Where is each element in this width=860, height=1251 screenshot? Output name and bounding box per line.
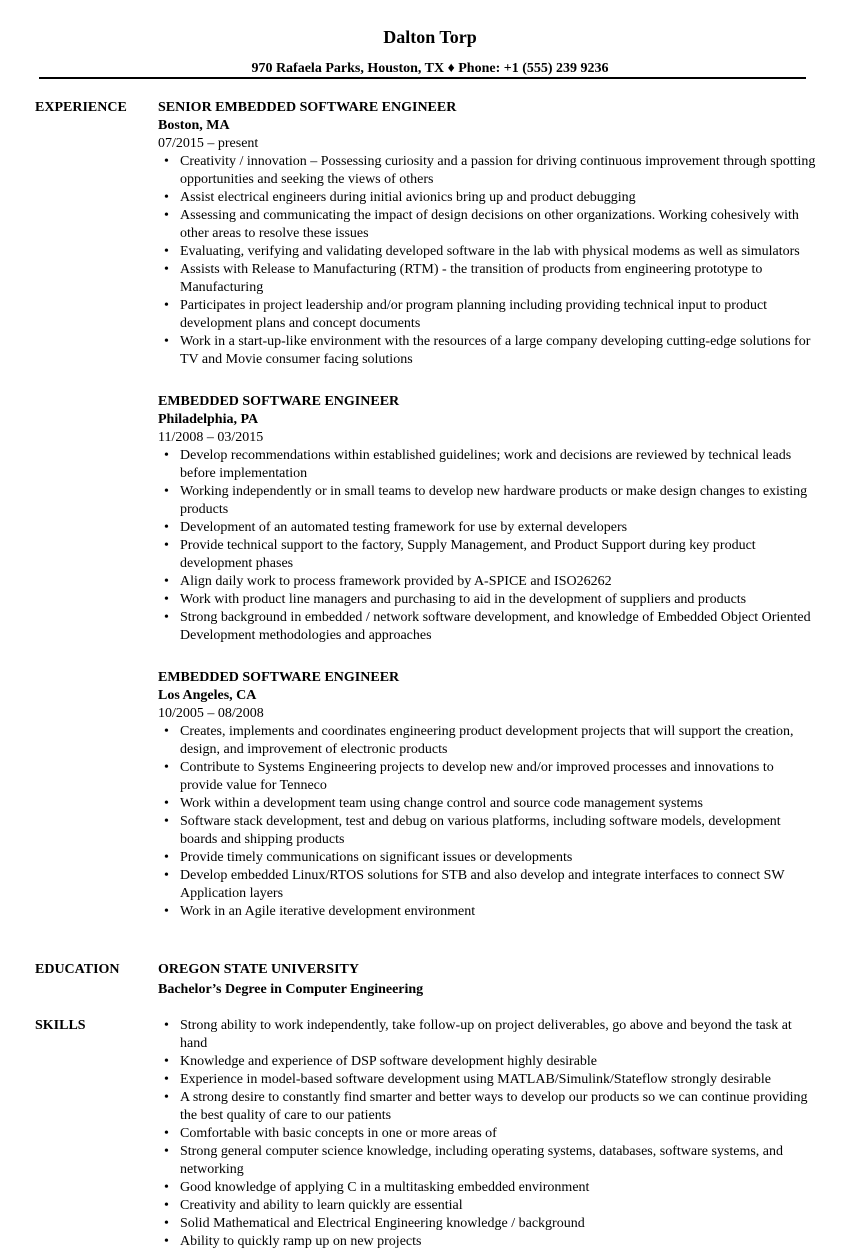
list-item: • Provide timely communications on significant issues or developments [158, 849, 818, 867]
header-divider [39, 77, 806, 79]
phone: Phone: +1 (555) 239 9236 [458, 61, 609, 76]
list-item: • Develop embedded Linux/RTOS solutions for STB and also develop and integrate interfaces to connect SW Application layers [158, 867, 818, 903]
job-bullets [158, 153, 818, 369]
education-body [158, 961, 818, 999]
skills-body [158, 1017, 818, 1251]
list-item: • Comfortable with basic concepts in one or more areas of [158, 1125, 818, 1143]
job-title: EMBEDDED SOFTWARE ENGINEER [158, 670, 400, 685]
job-title: EMBEDDED SOFTWARE ENGINEER [158, 394, 400, 409]
skills-label: SKILLS [35, 1018, 86, 1033]
list-item: • Strong background in embedded / network software development, and knowledge of Embedded Object Oriented Development methodologies and approaches [158, 609, 818, 645]
list-item: • A strong desire to constantly find smarter and better ways to develop our products so we can continue providing the best quality of care to our patients [158, 1089, 818, 1125]
job-title: SENIOR EMBEDDED SOFTWARE ENGINEER [158, 100, 457, 115]
list-item: • Work in a start-up-like environment with the resources of a large company developing cutting-edge solutions for TV and Movie consumer facing solutions [158, 333, 818, 369]
job-bullets [158, 723, 818, 921]
resume-header [0, 0, 860, 78]
list-item: • Provide technical support to the factory, Supply Management, and Product Support during key product development phases [158, 537, 818, 573]
list-item: • Assist electrical engineers during initial avionics bring up and product debugging [158, 189, 818, 207]
job-dates: 07/2015 – present [158, 136, 259, 151]
list-item: • Work with product line managers and purchasing to aid in the development of suppliers and products [158, 591, 818, 609]
list-item: • Good knowledge of applying C in a multitasking embedded environment [158, 1179, 818, 1197]
school-name: OREGON STATE UNIVERSITY [158, 962, 359, 977]
job-dates: 11/2008 – 03/2015 [158, 430, 264, 445]
list-item: • Working independently or in small teams to develop new hardware products or make design changes to existing products [158, 483, 818, 519]
list-item: • Participates in project leadership and/or program planning including providing technical input to product development plans and concept documents [158, 297, 818, 333]
skills-list [158, 1017, 818, 1251]
list-item: • Assists with Release to Manufacturing (RTM) - the transition of products from engineering prototype to Manufacturing [158, 261, 818, 297]
list-item: • Solid Mathematical and Electrical Engineering knowledge / background [158, 1215, 818, 1233]
list-item: • Evaluating, verifying and validating developed software in the lab with physical modems as well as simulators [158, 243, 818, 261]
experience-label: EXPERIENCE [35, 100, 127, 115]
job-entry [158, 99, 818, 369]
diamond-separator-icon: ♦ [447, 61, 455, 76]
address: 970 Rafaela Parks, Houston, TX [251, 61, 445, 76]
list-item: • Creates, implements and coordinates engineering product development projects that will support the creation, design, and improvement of electronic products [158, 723, 818, 759]
list-item: • Development of an automated testing framework for use by external developers [158, 519, 818, 537]
list-item: • Creativity / innovation – Possessing curiosity and a passion for driving continuous improvement through spotting opportunities and seeking the views of others [158, 153, 818, 189]
education-label: EDUCATION [35, 962, 120, 977]
list-item: • Align daily work to process framework provided by A-SPICE and ISO26262 [158, 573, 818, 591]
job-location: Philadelphia, PA [158, 412, 259, 427]
degree: Bachelor’s Degree in Computer Engineering [158, 982, 424, 997]
job-entry [158, 393, 818, 645]
list-item: • Work within a development team using change control and source code management systems [158, 795, 818, 813]
job-location: Los Angeles, CA [158, 688, 257, 703]
list-item: • Strong ability to work independently, take follow-up on project deliverables, go above and beyond the task at hand [158, 1017, 818, 1053]
list-item: • Knowledge and experience of DSP software development highly desirable [158, 1053, 818, 1071]
list-item: • Strong general computer science knowledge, including operating systems, databases, software systems, and networking [158, 1143, 818, 1179]
job-dates: 10/2005 – 08/2008 [158, 706, 264, 721]
job-entry [158, 669, 818, 921]
contact-line [0, 60, 860, 78]
job-bullets [158, 447, 818, 645]
list-item: • Work in an Agile iterative development environment [158, 903, 818, 921]
candidate-name: Dalton Torp [383, 27, 477, 47]
job-location: Boston, MA [158, 118, 230, 133]
experience-body [158, 99, 818, 945]
list-item: • Contribute to Systems Engineering projects to develop new and/or improved processes and innovations to provide value for Tenneco [158, 759, 818, 795]
list-item: • Experience in model-based software development using MATLAB/Simulink/Stateflow strongly desirable [158, 1071, 818, 1089]
list-item: • Ability to quickly ramp up on new projects [158, 1233, 818, 1251]
list-item: • Assessing and communicating the impact of design decisions on other organizations. Working cohesively with other areas to resolve these issues [158, 207, 818, 243]
list-item: • Develop recommendations within established guidelines; work and decisions are reviewed by technical leads before implementation [158, 447, 818, 483]
list-item: • Software stack development, test and debug on various platforms, including software models, development boards and shipping products [158, 813, 818, 849]
list-item: • Creativity and ability to learn quickly are essential [158, 1197, 818, 1215]
